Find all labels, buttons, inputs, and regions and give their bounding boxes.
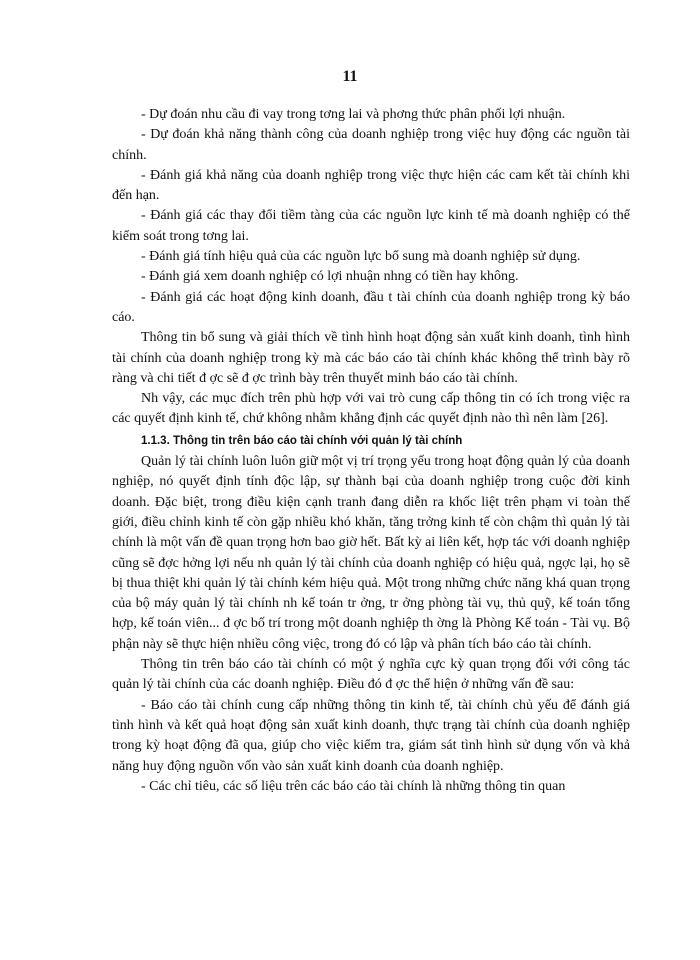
paragraph-bullet: - Đánh giá các hoạt động kinh doanh, đầu t tài chính của doanh nghiệp trong kỳ báo cáo. bbox=[112, 289, 630, 325]
paragraph-bullet: - Đánh giá xem doanh nghiệp có lợi nhuận nhng có tiền hay không. bbox=[141, 269, 519, 285]
paragraph: Quản lý tài chính luôn luôn giữ một vị trí trọng yếu trong hoạt động quản lý của doanh nghiệp, nó quyết định tính độc lập, sự thành bại của doanh nghiệp trong cuộc đời kinh doanh. Đặc biệt, trong điều kiện cạnh tranh đang diễn ra khốc liệt trên phạm vi toàn thế giới, điều chỉnh kinh tế còn gặp nhiều khó khăn, tăng trởng kinh tế còn chậm thì quản lý tài chính là một vấn đề quan trọng hơn bao giờ hết. Bất kỳ ai liên kết, hợp tác với doanh nghiệp cũng sẽ đợc hởng lợi nếu nh quản lý tài chính của doanh nghiệp có hiệu quả, ngợc lại, họ sẽ bị thua thiệt khi quản lý tài chính kém hiệu quả. Một trong những chức năng khá quan trọng của bộ máy quản lý tài chính nh kế toán tr ởng, tr ởng phòng tài vụ, thủ quỹ, kế toán tổng hợp, kế toán viên... đ ợc bố trí trong một doanh nghiệp th ờng là Phòng Kế toán - Tài vụ. Bộ phận này sẽ thực hiện nhiều công việc, trong đó có lập và phân tích báo cáo tài chính. bbox=[112, 454, 630, 652]
paragraph: Thông tin trên báo cáo tài chính có một ý nghĩa cực kỳ quan trọng đối với công tác quản lý tài chính của các doanh nghiệp. Điều đó đ ợc thể hiện ở những vấn đề sau: bbox=[112, 657, 630, 693]
paragraph-bullet: - Dự đoán khả năng thành công của doanh nghiệp trong việc huy động các nguồn tài chính. bbox=[112, 127, 630, 163]
paragraph-bullet: - Đánh giá các thay đổi tiềm tàng của các nguồn lực kinh tế mà doanh nghiệp có thể kiểm soát trong tơng lai. bbox=[112, 208, 630, 244]
page-number: 11 bbox=[342, 68, 358, 85]
paragraph: Nh vậy, các mục đích trên phù hợp với vai trò cung cấp thông tin có ích trong việc ra các quyết định kinh tế, chứ không nhằm khẳng định các quyết định nào thì nên làm [26]. bbox=[112, 391, 630, 427]
paragraph: Thông tin bổ sung và giải thích về tình hình hoạt động sản xuất kinh doanh, tình hình tài chính của doanh nghiệp trong kỳ mà các báo cáo tài chính khác không thể trình bày rõ ràng và chi tiết đ ợc sẽ đ ợc trình bày trên thuyết minh báo cáo tài chính. bbox=[112, 330, 630, 386]
paragraph-bullet: - Các chỉ tiêu, các số liệu trên các báo cáo tài chính là những thông tin quan bbox=[141, 778, 566, 794]
paragraph-bullet: - Dự đoán nhu cầu đi vay trong tơng lai và phơng thức phân phối lợi nhuận. bbox=[141, 107, 566, 122]
paragraph-bullet: - Đánh giá khả năng của doanh nghiệp trong việc thực hiện các cam kết tài chính khi đến hạn. bbox=[112, 167, 630, 204]
paragraph-bullet: - Đánh giá tính hiệu quả của các nguồn lực bổ sung mà doanh nghiệp sử dụng. bbox=[141, 249, 581, 265]
section-heading: 1.1.3. Thông tin trên báo cáo tài chính với quản lý tài chính bbox=[141, 434, 463, 447]
page-body bbox=[112, 105, 630, 797]
paragraph-bullet: - Báo cáo tài chính cung cấp những thông tin kinh tế, tài chính chủ yếu để đánh giá tình hình và kết quả hoạt động sản xuất kinh doanh, thực trạng tài chính của doanh nghiệp trong kỳ hoạt động đã qua, giúp cho việc kiểm tra, giám sát tình hình sử dụng vốn và khả năng huy động nguồn vốn vào sản xuất kinh doanh của doanh nghiệp. bbox=[112, 697, 630, 774]
